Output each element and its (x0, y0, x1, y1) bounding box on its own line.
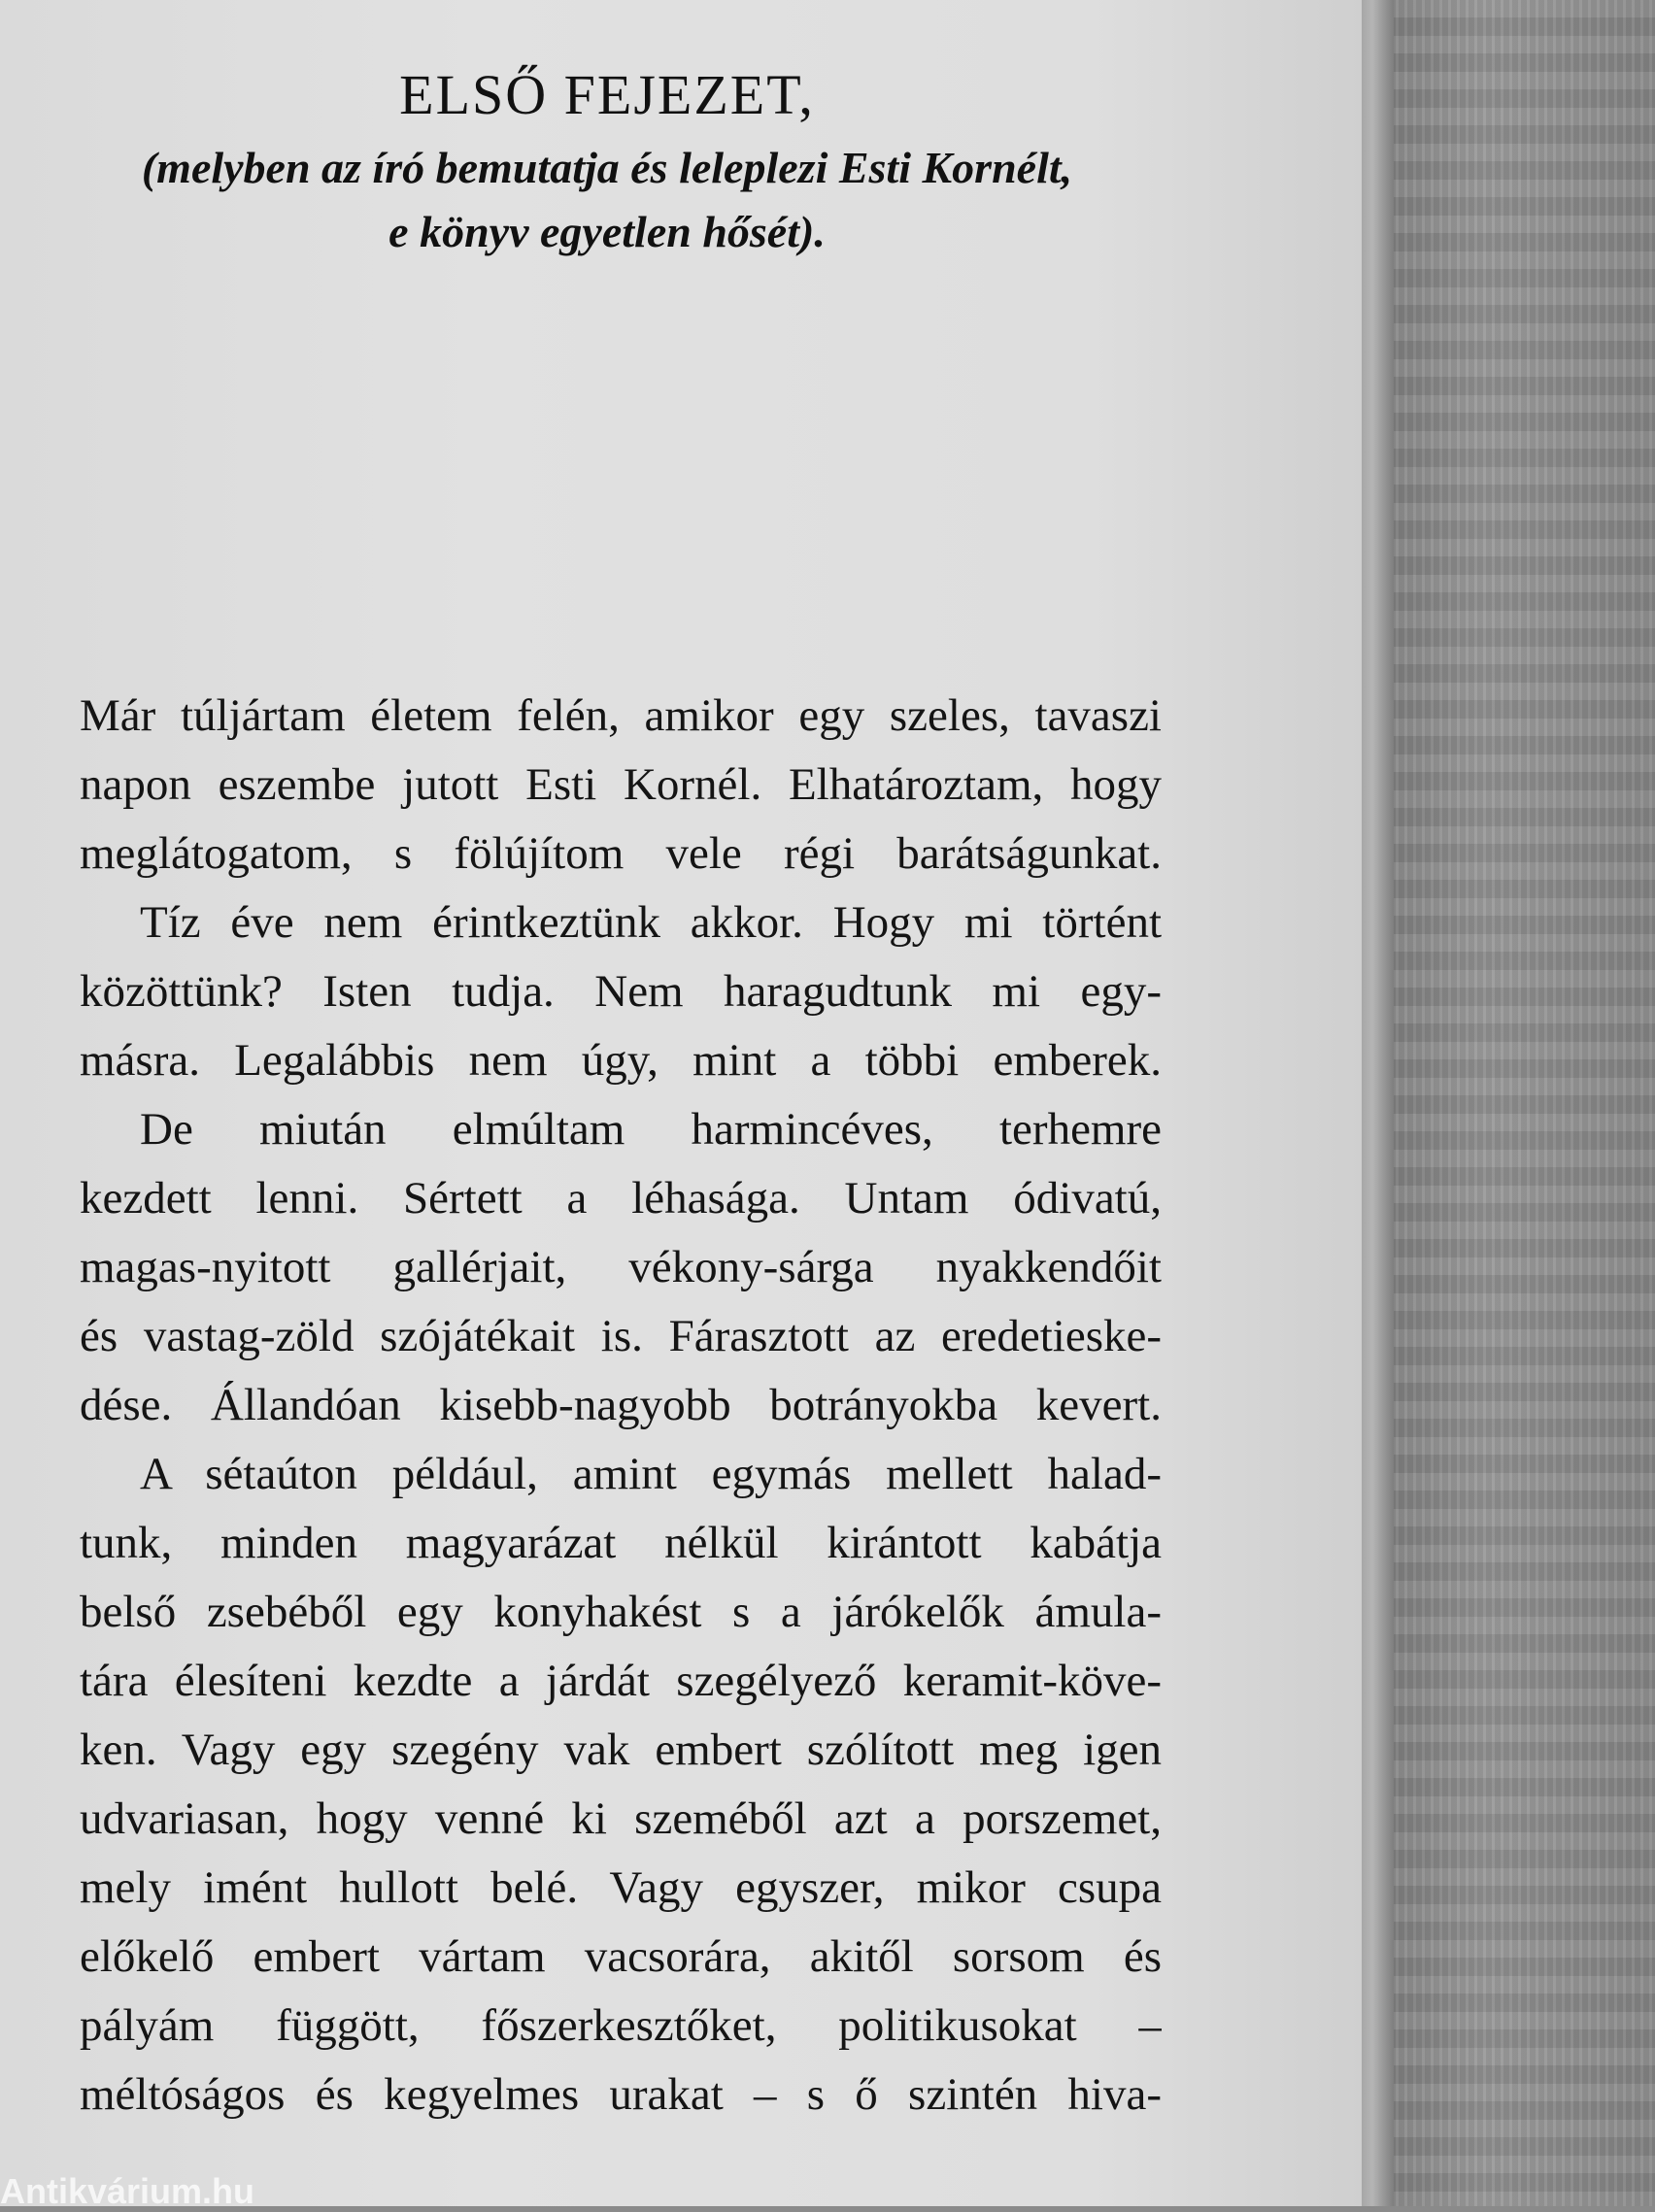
chapter-subtitle-line: e könyv egyetlen hősét). (388, 207, 826, 256)
text-line: közöttünk? Isten tudja. Nem haragudtunk mi egy- (80, 966, 1162, 1017)
text-line: Már túljártam életem felén, amikor egy szeles, tavaszi (80, 690, 1162, 741)
text-line: De miután elmúltam harmincéves, terhemre (140, 1104, 1162, 1155)
text-line: napon eszembe jutott Esti Kornél. Elhatároztam, hogy (80, 759, 1162, 810)
text-line: belső zsebéből egy konyhakést s a járókelők ámula- (80, 1587, 1162, 1637)
text-line: tára élesíteni kezdte a járdát szegélyező keramit-köve- (80, 1656, 1162, 1706)
text-line: meglátogatom, s fölújítom vele régi barátságunkat. (80, 828, 1162, 879)
watermark-text: Antikvárium.hu (0, 2171, 255, 2211)
text-line: A sétaúton például, amint egymás mellett halad- (140, 1449, 1162, 1499)
chapter-title: ELSŐ FEJEZET, (399, 63, 815, 126)
text-line: pályám függött, főszerkesztőket, politikusokat – (80, 2000, 1162, 2051)
chapter-subtitle (0, 136, 1214, 264)
text-line: kezdett lenni. Sértett a léhasága. Untam ódivatú, (80, 1173, 1162, 1223)
wooden-background (1369, 0, 1655, 2206)
text-line: udvariasan, hogy venné ki szeméből azt a porszemet, (80, 1793, 1162, 1844)
text-line: másra. Legalábbis nem úgy, mint a többi emberek. (80, 1035, 1162, 1086)
text-line: tunk, minden magyarázat nélkül kirántott kabátja (80, 1518, 1162, 1568)
text-line: és vastag-zöld szójátékait is. Fárasztott az eredetieske- (80, 1311, 1162, 1361)
text-line: méltóságos és kegyelmes urakat – s ő szintén hiva- (80, 2069, 1162, 2120)
text-line: Tíz éve nem érintkeztünk akkor. Hogy mi történt (140, 897, 1162, 948)
text-line: előkelő embert vártam vacsorára, akitől sorsom és (80, 1931, 1162, 1982)
chapter-subtitle-line: (melyben az író bemutatja és leleplezi Esti Kornélt, (141, 143, 1073, 192)
text-line: ken. Vagy egy szegény vak embert szólított meg igen (80, 1725, 1162, 1775)
text-line: mely imént hullott belé. Vagy egyszer, mikor csupa (80, 1862, 1162, 1913)
body-text (80, 682, 1162, 2129)
text-line: magas-nyitott gallérjait, vékony-sárga nyakkendőit (80, 1242, 1162, 1292)
text-line: dése. Állandóan kisebb-nagyobb botrányokba kevert. (80, 1380, 1162, 1430)
